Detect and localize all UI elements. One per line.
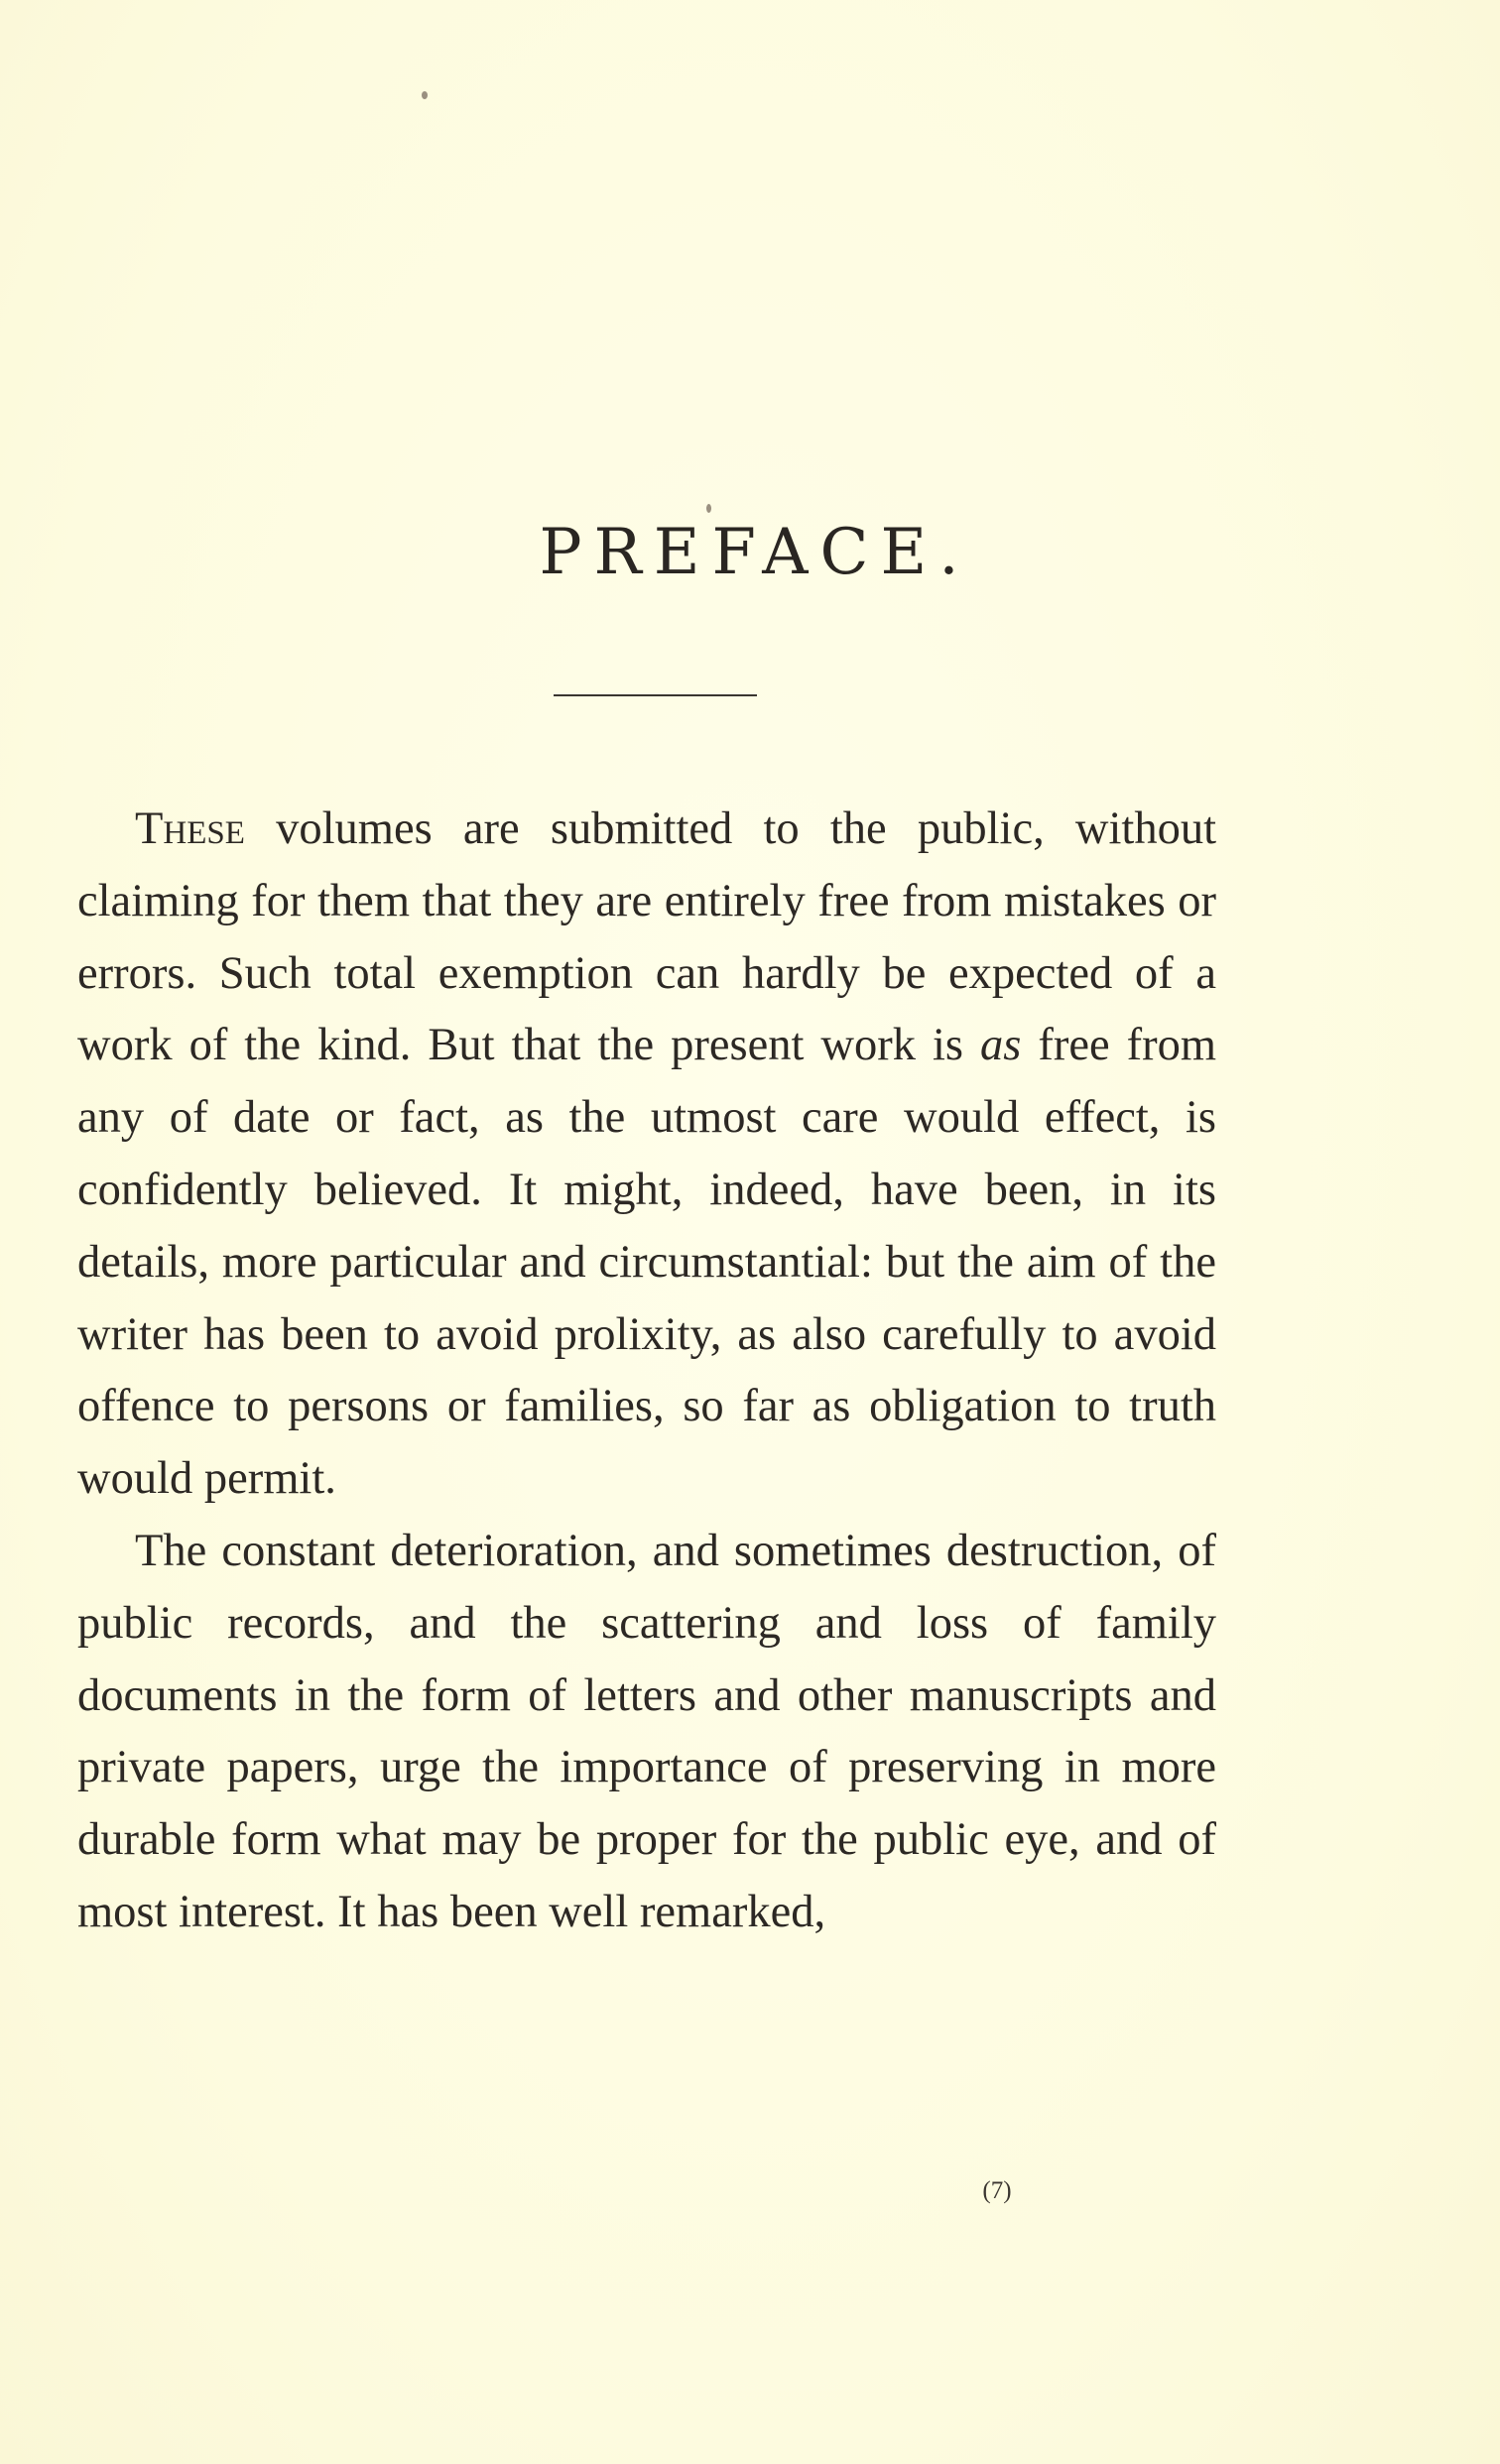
paragraph-1-text-after: free from any of date or fact, as the utmost care would effect, is confidently believed. It might, indeed, have been, in its details, more particular and circumstantial: but the aim of the writer has been to avoid prolixity, as also carefully to avoid offence to persons or families, so far as obligation to truth would permit. — [77, 1020, 1216, 1505]
paragraph-2: The constant deterioration, and sometimes destruction, of public records, and the scattering and loss of family documents in the form of letters and other manuscripts and private papers, urge the importance of preserving in more durable form what may be proper for the public eye, and of most interest. It has been well remarked, — [77, 1525, 1216, 1937]
paragraph-1 — [77, 794, 1216, 1516]
body-text — [77, 794, 1216, 1949]
title-rule — [554, 694, 757, 696]
paragraph-1-text: volumes are submitted to the public, without claiming for them that they are entirely free from mistakes or errors. Such total exemption can hardly be expected of a work of the kind. But that the present work is — [77, 803, 1216, 1071]
page-title: PREFACE. — [539, 516, 971, 589]
emphasis-word: as — [980, 1020, 1022, 1071]
ink-speck — [422, 91, 428, 99]
ink-speck — [706, 504, 711, 513]
lead-word: These — [135, 803, 245, 854]
page-number: (7) — [982, 2177, 1012, 2204]
